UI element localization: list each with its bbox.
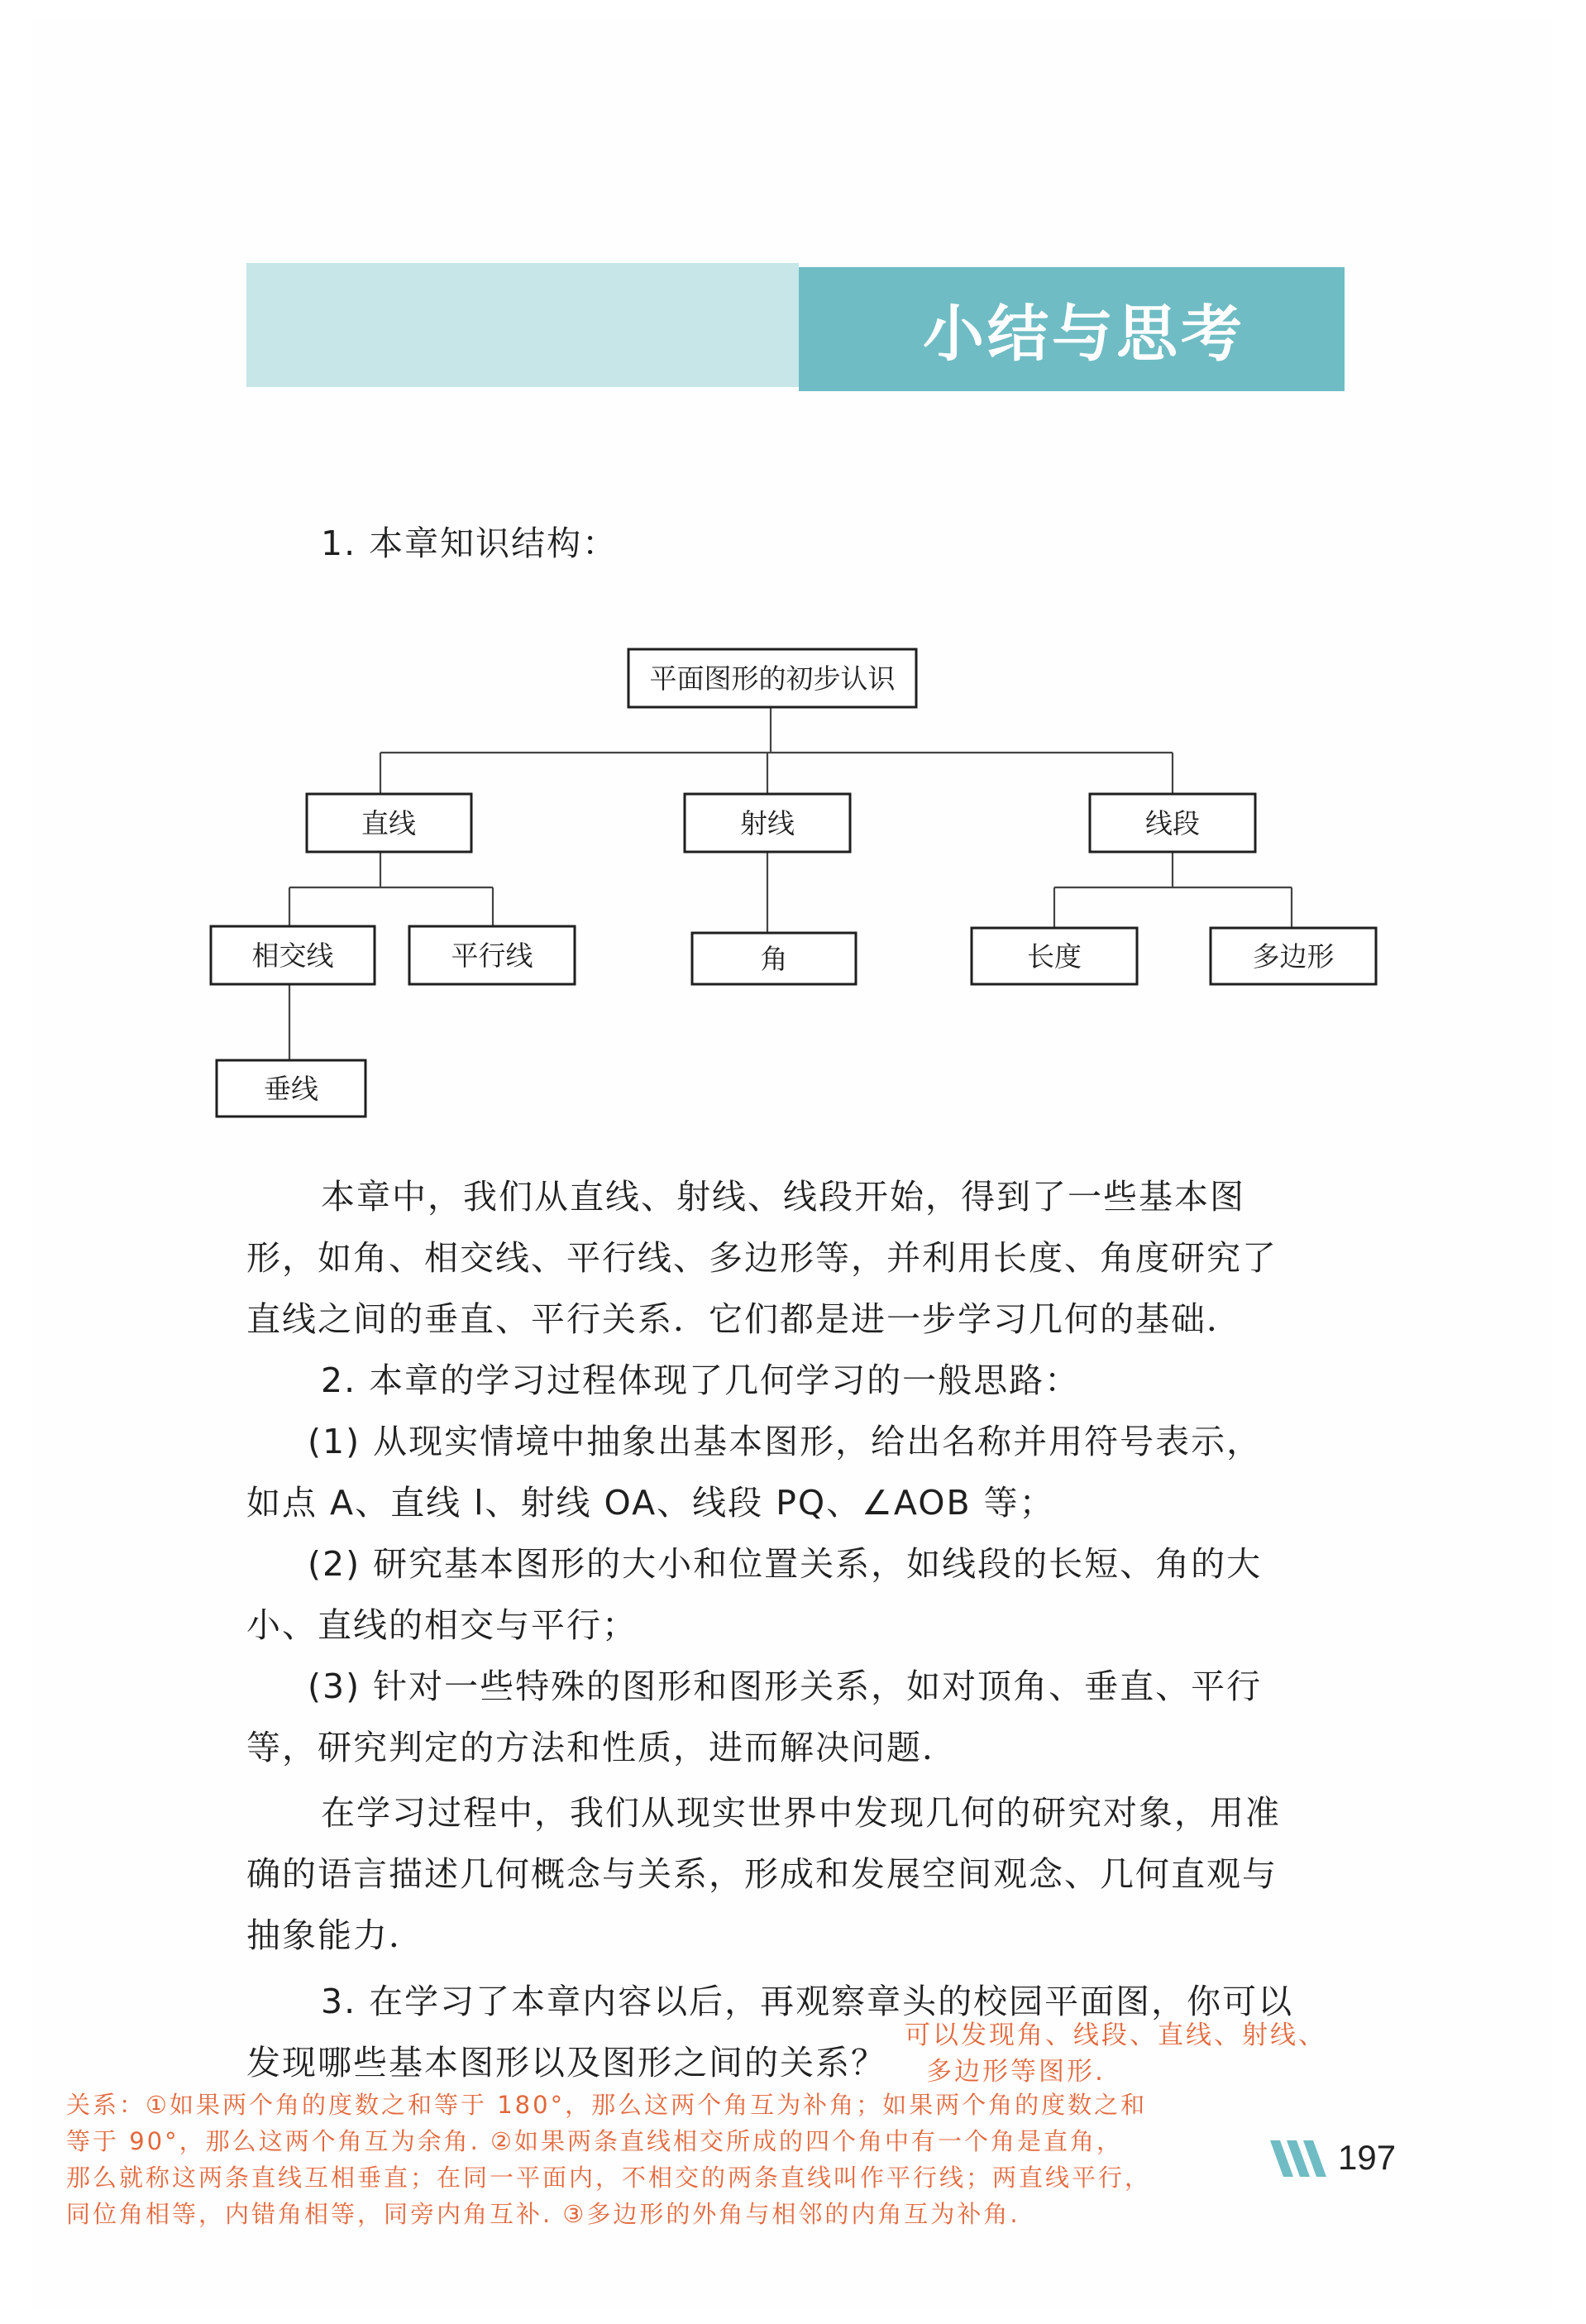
tree-node-label: 多边形: [1252, 940, 1335, 973]
tree-node-label: 长度: [1027, 940, 1082, 973]
tree-node-ray: [685, 794, 850, 852]
paragraph-line: 在学习过程中，我们从现实世界中发现几何的研究对象，用准: [321, 1793, 1281, 1833]
tree-connectors: [289, 707, 1292, 1060]
paragraph-line: 本章中，我们从直线、射线、线段开始，得到了一些基本图: [321, 1177, 1245, 1217]
handwritten-note-line: 关系：①如果两个角的度数之和等于 180°，那么这两个角互为补角；如果两个角的度数之和: [66, 2091, 1148, 2119]
tree-node-parallel-lines: [409, 926, 575, 984]
tree-root-label: 平面图形的初步认识: [649, 662, 896, 695]
page-number: 197: [1338, 2138, 1397, 2177]
paragraph-line: (2) 研究基本图形的大小和位置关系，如线段的长短、角的大: [308, 1544, 1263, 1584]
paragraph-line: 确的语言描述几何概念与关系，形成和发展空间观念、几何直观与: [246, 1854, 1278, 1894]
paragraph-line: 3. 在学习了本章内容以后，再观察章头的校园平面图，你可以: [321, 1982, 1294, 2021]
tree-node-segment: [1090, 794, 1255, 852]
tree-node-line: [307, 794, 471, 852]
handwritten-note-line: 那么就称这两条直线互相垂直；在同一平面内，不相交的两条直线叫作平行线；两直线平行，: [66, 2164, 1152, 2192]
paragraph-line: (1) 从现实情境中抽象出基本图形，给出名称并用符号表示，: [308, 1422, 1263, 1461]
tree-node-label: 射线: [740, 807, 795, 839]
paragraph-line: 等，研究判定的方法和性质，进而解决问题．: [246, 1728, 958, 1767]
handwritten-answer-line: 多边形等图形.: [926, 2057, 1106, 2087]
tree-node-label: 直线: [361, 807, 416, 839]
tree-node-label: 线段: [1145, 807, 1200, 839]
tree-node-label: 平行线: [451, 940, 533, 972]
tree-node-label: 相交线: [251, 940, 334, 972]
section-1-heading: 1. 本章知识结构：: [321, 524, 619, 563]
paragraph-line: 如点 A、直线 l、射线 OA、线段 PQ、∠AOB 等；: [246, 1483, 1055, 1523]
tree-node-polygon: [1211, 928, 1376, 984]
paragraph-line: 直线之间的垂直、平行关系．它们都是进一步学习几何的基础．: [246, 1299, 1242, 1339]
page-title: 小结与思考: [923, 299, 1245, 370]
handwritten-answer-line: 可以发现角、线段、直线、射线、: [905, 2020, 1326, 2050]
paragraph-line: 小、直线的相交与平行；: [246, 1605, 638, 1645]
paragraph-line: 抽象能力．: [246, 1915, 424, 1955]
handwritten-note-line: 同位角相等，内错角相等，同旁内角互补. ③多边形的外角与相邻的内角互为补角.: [66, 2200, 1020, 2228]
tree-node-length: [972, 928, 1137, 984]
paragraph-line: (3) 针对一些特殊的图形和图形关系，如对顶角、垂直、平行: [308, 1666, 1263, 1706]
tree-root-node: [628, 649, 916, 707]
paragraph-line: 2. 本章的学习过程体现了几何学习的一般思路：: [321, 1360, 1081, 1400]
handwritten-note-line: 等于 90°，那么这两个角互为余角. ②如果两条直线相交所成的四个角中有一个角是直角，: [66, 2127, 1124, 2155]
page-number-stripes-icon: [1270, 2140, 1335, 2177]
tree-node-label: 角: [760, 943, 788, 975]
tree-node-label: 垂线: [264, 1073, 318, 1105]
tree-node-angle: [692, 933, 856, 984]
tree-node-intersecting-lines: [211, 926, 375, 984]
paragraph-line: 形，如角、相交线、平行线、多边形等，并利用长度、角度研究了: [246, 1238, 1278, 1278]
paragraph-line: 发现哪些基本图形以及图形之间的关系？: [246, 2043, 886, 2083]
tree-node-perpendicular: [217, 1060, 365, 1117]
